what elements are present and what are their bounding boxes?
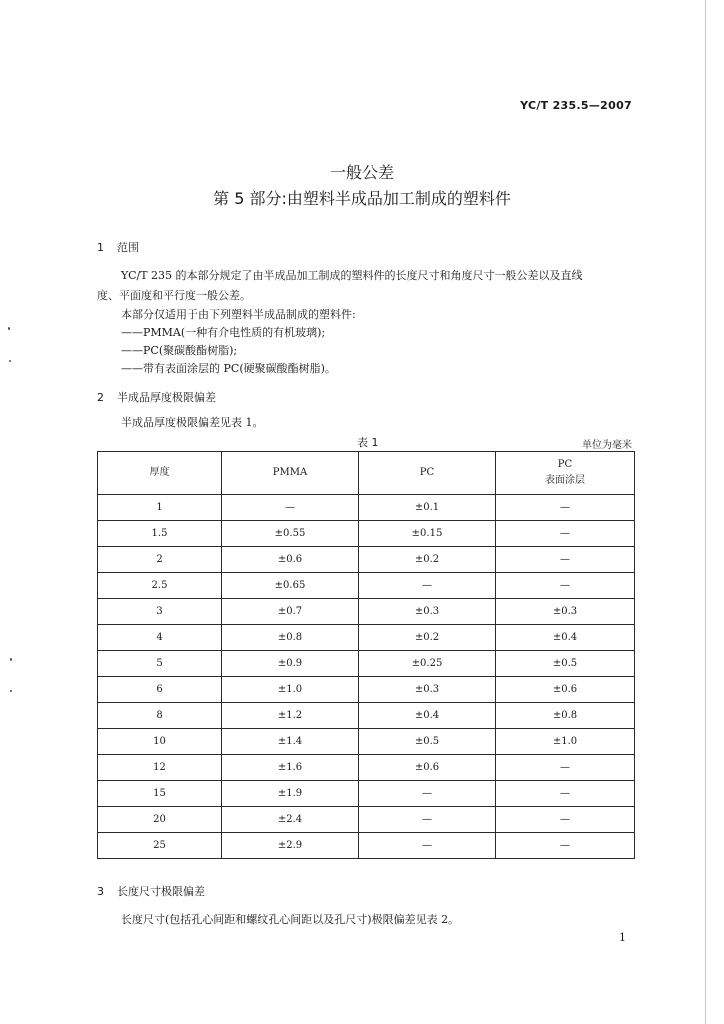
cell-pmma: ±2.9 — [222, 833, 359, 859]
section-number: 2 — [97, 391, 104, 404]
table-body — [98, 495, 635, 859]
cell-pmma: ±2.4 — [222, 807, 359, 833]
table-caption: 表 1 — [357, 436, 379, 449]
section-number: 3 — [97, 885, 104, 898]
table-row — [98, 807, 635, 833]
cell-pc: ±0.6 — [359, 755, 496, 781]
cell-thickness: 1.5 — [98, 521, 222, 547]
cell-pc-coated: ±0.6 — [496, 677, 635, 703]
scope-paragraph-line2: 度、平面度和平行度一般公差。 — [97, 289, 251, 302]
header-pc-coated-line2: 表面涂层 — [545, 475, 585, 486]
cell-pc: — — [359, 573, 496, 599]
cell-thickness: 6 — [98, 677, 222, 703]
cell-thickness: 15 — [98, 781, 222, 807]
cell-pc: ±0.25 — [359, 651, 496, 677]
thickness-paragraph: 半成品厚度极限偏差见表 1。 — [121, 416, 264, 429]
cell-pc-coated: — — [496, 807, 635, 833]
table-row — [98, 677, 635, 703]
cell-pc-coated: ±0.5 — [496, 651, 635, 677]
document-title-part: 第 5 部分:由塑料半成品加工制成的塑料件 — [213, 189, 511, 208]
cell-thickness: 2 — [98, 547, 222, 573]
cell-pc: — — [359, 833, 496, 859]
material-list-item: ——带有表面涂层的 PC(硬聚碳酸酯树脂)。 — [121, 362, 336, 375]
cell-pmma: ±1.6 — [222, 755, 359, 781]
cell-thickness: 4 — [98, 625, 222, 651]
table-row — [98, 833, 635, 859]
table-row — [98, 495, 635, 521]
thickness-tolerance-table — [97, 451, 635, 859]
table-row — [98, 729, 635, 755]
cell-thickness: 25 — [98, 833, 222, 859]
section-heading-thickness — [97, 389, 216, 405]
page-number: 1 — [619, 931, 626, 944]
cell-pc: — — [359, 807, 496, 833]
cell-pmma: — — [222, 495, 359, 521]
header-pc-coated-line1: PC — [557, 459, 573, 470]
cell-pmma: ±0.65 — [222, 573, 359, 599]
header-pc-coated — [496, 452, 635, 495]
cell-pmma: ±1.9 — [222, 781, 359, 807]
cell-pmma: ±1.4 — [222, 729, 359, 755]
cell-thickness: 3 — [98, 599, 222, 625]
cell-pc-coated: ±1.0 — [496, 729, 635, 755]
table-row — [98, 599, 635, 625]
scan-speck — [9, 360, 11, 362]
header-pc: PC — [359, 452, 496, 495]
cell-pc: ±0.2 — [359, 625, 496, 651]
cell-pc: ±0.15 — [359, 521, 496, 547]
cell-pc: ±0.5 — [359, 729, 496, 755]
cell-thickness: 12 — [98, 755, 222, 781]
cell-pc-coated: — — [496, 521, 635, 547]
standard-code: YC/T 235.5—2007 — [520, 99, 632, 112]
cell-pc: ±0.3 — [359, 599, 496, 625]
table-unit-note: 单位为毫米 — [582, 440, 632, 451]
header-pmma: PMMA — [222, 452, 359, 495]
section-title: 半成品厚度极限偏差 — [117, 391, 216, 404]
cell-thickness: 5 — [98, 651, 222, 677]
cell-pmma: ±0.8 — [222, 625, 359, 651]
length-paragraph: 长度尺寸(包括孔心间距和螺纹孔心间距以及孔尺寸)极限偏差见表 2。 — [121, 913, 460, 926]
table-row — [98, 625, 635, 651]
material-list-item: ——PC(聚碳酸酯树脂); — [121, 344, 238, 357]
table-row — [98, 651, 635, 677]
cell-pc: ±0.2 — [359, 547, 496, 573]
scope-applicability-text: 本部分仅适用于由下列塑料半成品制成的塑料件: — [121, 308, 356, 321]
cell-pc: — — [359, 781, 496, 807]
section-heading-length — [97, 883, 205, 899]
section-title: 范围 — [117, 241, 139, 254]
cell-thickness: 10 — [98, 729, 222, 755]
cell-pc-coated: — — [496, 495, 635, 521]
table-header-row — [98, 452, 635, 495]
cell-pmma: ±1.0 — [222, 677, 359, 703]
table-row — [98, 573, 635, 599]
scan-speck — [10, 690, 12, 692]
cell-pmma: ±0.55 — [222, 521, 359, 547]
cell-pmma: ±1.2 — [222, 703, 359, 729]
cell-thickness: 20 — [98, 807, 222, 833]
cell-thickness: 8 — [98, 703, 222, 729]
scan-speck — [10, 658, 12, 661]
cell-pc-coated: ±0.8 — [496, 703, 635, 729]
scope-paragraph-line1: YC/T 235 的本部分规定了由半成品加工制成的塑料件的长度尺寸和角度尺寸一般公差以及直线 — [121, 269, 583, 282]
cell-pc: ±0.4 — [359, 703, 496, 729]
cell-pc-coated: — — [496, 573, 635, 599]
scan-edge-line — [705, 0, 706, 1024]
cell-pc: ±0.3 — [359, 677, 496, 703]
document-title-main: 一般公差 — [329, 163, 394, 182]
cell-pc-coated: — — [496, 755, 635, 781]
table-row — [98, 547, 635, 573]
cell-pc-coated: ±0.4 — [496, 625, 635, 651]
cell-pc-coated: — — [496, 547, 635, 573]
table-row — [98, 755, 635, 781]
section-number: 1 — [97, 241, 104, 254]
material-list-item: ——PMMA(一种有介电性质的有机玻璃); — [121, 326, 326, 339]
cell-thickness: 1 — [98, 495, 222, 521]
table-row — [98, 781, 635, 807]
cell-pmma: ±0.6 — [222, 547, 359, 573]
scan-speck — [8, 327, 10, 330]
cell-pmma: ±0.9 — [222, 651, 359, 677]
table-row — [98, 703, 635, 729]
cell-pmma: ±0.7 — [222, 599, 359, 625]
cell-pc-coated: — — [496, 833, 635, 859]
cell-pc-coated: ±0.3 — [496, 599, 635, 625]
cell-pc-coated: — — [496, 781, 635, 807]
cell-thickness: 2.5 — [98, 573, 222, 599]
header-thickness: 厚度 — [98, 452, 222, 495]
section-title: 长度尺寸极限偏差 — [117, 885, 205, 898]
section-heading-scope — [97, 239, 139, 255]
cell-pc: ±0.1 — [359, 495, 496, 521]
table-row — [98, 521, 635, 547]
